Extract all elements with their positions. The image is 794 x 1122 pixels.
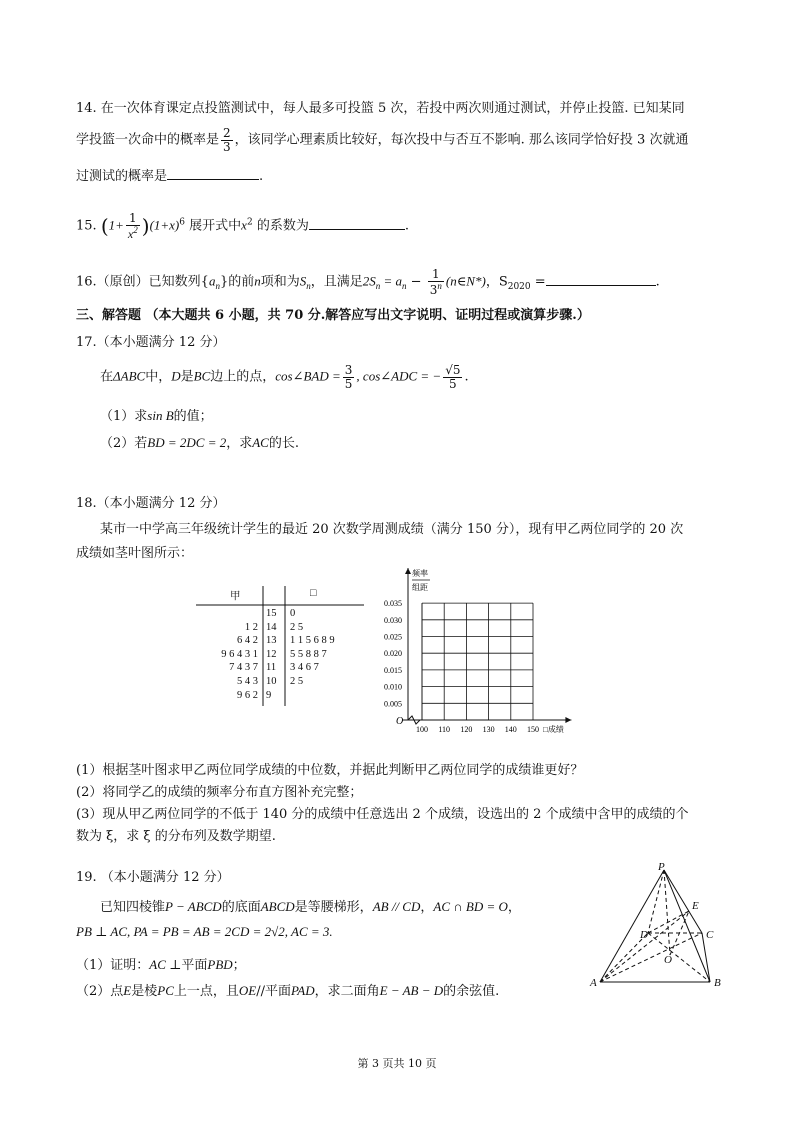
- q19-part1: [76, 954, 246, 973]
- stem-value: 9: [266, 689, 272, 701]
- q14-line3-text: 过测试的概率是: [76, 169, 168, 184]
- q17-frac2: [443, 364, 462, 390]
- q17-p2b: ，求: [226, 436, 253, 451]
- stem-value: 14: [266, 621, 277, 633]
- q15-frac-den: $x^2$: [127, 224, 138, 241]
- q19-header: 19. （本小题满分 12 分）: [76, 870, 230, 885]
- stem-right-leaves: 0: [290, 608, 296, 619]
- q17-tri: ΔABC: [113, 368, 146, 384]
- q16-n: n: [254, 273, 261, 289]
- q14-frac-den: 3: [223, 139, 231, 154]
- q17-f1d: 5: [344, 376, 353, 391]
- q18-intro1: 某市一中学高三年级统计学生的最近 20 次数学周测成绩（满分 150 分），现有甲乙两位同学的 20 次: [100, 522, 684, 537]
- q17-cos1: cos∠BAD =: [275, 368, 341, 384]
- x-tick-label: 130: [482, 725, 495, 734]
- q19-p2m: E: [123, 983, 132, 998]
- stem-left-leaves: 9 6 4 3 1: [221, 648, 258, 660]
- q19-l1e: ，: [507, 900, 521, 915]
- q16-eqsign: =: [530, 274, 546, 290]
- q19-p1m: AC ⊥: [149, 957, 182, 972]
- section-3-heading: 三、解答题 （本大题共 6 小题，共 70 分.解答应写出文字说明、证明过程或演算步骤.）: [76, 308, 590, 323]
- page-footer: 第 3 页共 10 页: [357, 1057, 437, 1070]
- q19-part2: [76, 980, 499, 999]
- stem-right-leaves: 5 5 8 8 7: [290, 648, 327, 660]
- q17-BC: BC: [193, 368, 211, 384]
- q14-line2: [76, 127, 688, 153]
- q14-fraction: [221, 127, 233, 153]
- label-E: E: [692, 900, 699, 912]
- q14-line3: 过测试的概率是 .: [76, 169, 264, 184]
- stem-value: 13: [266, 635, 277, 647]
- q16-Sn: S: [299, 273, 307, 289]
- stem-right-leaves: 3 4 6 7: [290, 662, 319, 674]
- q19-p2d: //平面: [256, 984, 291, 999]
- x-tick-label: 110: [438, 725, 451, 734]
- q19-p2m3: OE: [238, 983, 257, 998]
- q15-fraction: [126, 212, 140, 240]
- y-axis-arrow: [405, 568, 411, 574]
- pyramid-figure: [588, 860, 728, 994]
- q14-answer-blank[interactable]: [167, 178, 259, 180]
- q16-cond: (n∈N*): [445, 273, 486, 289]
- q19-l1m1: P − ABCD: [165, 899, 222, 914]
- q16-eq: 2S: [362, 273, 376, 289]
- q17-header: 17.（本小题满分 12 分）: [76, 335, 226, 350]
- y-label-bottom: 组距: [412, 583, 428, 592]
- x-tick-label: 140: [504, 725, 517, 734]
- q15-frac-num: 1: [126, 212, 140, 226]
- q19-p2m4: PAD: [291, 983, 315, 998]
- q14-line2-a: 学投篮一次命中的概率是: [76, 132, 220, 148]
- stem-left-leaves: 5 4 3: [237, 676, 258, 687]
- stem-head-right: □: [310, 588, 317, 599]
- x-axis-label: □成绩: [543, 725, 564, 734]
- q16-frac-num: 1: [428, 268, 444, 282]
- q17-part1: [100, 405, 213, 424]
- q17-p2: （2）若: [100, 436, 148, 451]
- label-A: A: [590, 977, 597, 989]
- x-tick-label: 120: [460, 725, 473, 734]
- q16-s2020-sub: 2020: [507, 282, 531, 293]
- stem-value: 11: [266, 662, 277, 674]
- q19-p2c: 上一点，且: [173, 984, 239, 999]
- q16-frac-den: 3$^n$: [429, 280, 442, 297]
- q17-statement: [100, 364, 469, 390]
- q17-cos2: , cos∠ADC = −: [356, 368, 442, 384]
- y-tick-label: 0.025: [384, 632, 402, 642]
- q14-line1: 14. 在一次体育课定点投篮测试中，每人最多可投篮 5 次，若投中两次则通过测试，并停止投篮. 已知某同: [76, 101, 685, 116]
- y-tick-label: 0.030: [384, 615, 402, 625]
- q19-l1b: 的底面: [221, 900, 261, 915]
- q17-f1n: 3: [344, 363, 353, 377]
- q15-expr-a: 1+: [108, 217, 124, 233]
- stem-leaf-plot: [196, 586, 364, 706]
- q16-fraction: [428, 268, 444, 296]
- stem-right-leaves: 1 1 5 6 8 9: [290, 635, 335, 647]
- q19-line2: PB ⊥ AC, PA = PB = AB = 2CD = 2√2, AC = 3.: [76, 924, 333, 939]
- q19-p1c: ；: [232, 958, 246, 973]
- q18-header: 18.（本小题满分 12 分）: [76, 496, 226, 511]
- q16-an: a: [208, 273, 216, 289]
- q19-p2e: ，求二面角: [314, 984, 380, 999]
- q17-b: 中，: [145, 369, 172, 385]
- q17-f2n: √5: [445, 363, 461, 377]
- q15-expr-b: (1+x): [149, 217, 180, 233]
- q17-p1m: sin B: [147, 408, 174, 423]
- q14-line2-b: ，该同学心理素质比较好，每次投中与否互不影响. 那么该同学恰好投 3 次就通: [234, 132, 689, 148]
- q17-f2d: 5: [449, 376, 457, 391]
- q16-text-a: 16.（原创）已知数列{: [76, 274, 209, 290]
- q19-p2m5: E − AB − D: [379, 983, 444, 998]
- q17-p1e: 的值；: [173, 409, 213, 424]
- q16-text-d: ，且满足: [310, 274, 363, 290]
- q17-D: D: [171, 368, 181, 384]
- q15-answer-blank[interactable]: [309, 228, 405, 230]
- stem-left-leaves: 7 4 3 7: [229, 662, 258, 674]
- q17-d: 边上的点，: [210, 369, 276, 385]
- y-tick-label: 0.015: [384, 665, 402, 675]
- q15-xsq: x: [241, 217, 247, 233]
- q19-l1d: ，: [420, 900, 434, 915]
- label-P: P: [658, 861, 665, 873]
- q15-number: 15.: [76, 218, 97, 234]
- q16-text-c: 项和为: [260, 274, 300, 290]
- q17-c: 是: [180, 369, 194, 385]
- q18-intro2: 成绩如茎叶图所示：: [76, 546, 194, 561]
- q16-eq3: −: [406, 274, 426, 290]
- origin-label: O: [396, 716, 404, 727]
- q15-text: 展开式中: [189, 218, 242, 234]
- q16-s2020: ，S: [485, 274, 508, 290]
- stem-left-leaves: 6 4 2: [237, 635, 258, 647]
- q17-end: .: [464, 369, 469, 385]
- x-axis-arrow: [565, 717, 571, 723]
- q16-eq2: = a: [380, 273, 403, 289]
- q14-frac-num: 2: [223, 126, 231, 140]
- q19-l1c: 是等腰梯形，: [294, 900, 373, 915]
- q17-p2m2: AC: [252, 435, 269, 450]
- stem-left-leaves: 1 2: [244, 621, 258, 633]
- q19-p1b: 平面: [181, 958, 208, 973]
- x-tick-label: 150: [527, 725, 539, 734]
- q17-part2: [100, 432, 299, 451]
- stem-right-leaves: 2 5: [290, 621, 304, 633]
- stem-left-leaves: 9 6 2: [237, 689, 258, 701]
- q16-answer-blank[interactable]: [546, 284, 656, 286]
- q17-frac1: [343, 364, 355, 390]
- x-tick-label: 100: [416, 725, 428, 734]
- q19-p1m2: PBD: [207, 957, 233, 972]
- label-C: C: [706, 929, 714, 941]
- q16-text-b: }的前: [219, 274, 255, 290]
- q18-part1: (1）根据茎叶图求甲乙两位同学成绩的中位数，并据此判断甲乙两位同学的成绩谁更好？: [76, 763, 584, 778]
- y-tick-label: 0.005: [384, 699, 402, 709]
- q18-part2: (2）将同学乙的成绩的频率分布直方图补充完整；: [76, 785, 363, 800]
- stem-right-leaves: 2 5: [290, 676, 304, 687]
- y-label-top: 频率: [412, 569, 428, 578]
- stem-value: 15: [266, 608, 277, 619]
- q19-p2m2: PC: [157, 983, 174, 998]
- label-B: B: [714, 977, 721, 989]
- label-D: D: [640, 929, 648, 941]
- stem-head-left: 甲: [230, 591, 241, 602]
- frequency-histogram: [370, 562, 610, 738]
- q19-l1m2: ABCD: [260, 899, 295, 914]
- q15-exp: 6: [179, 217, 185, 228]
- q16-line: 16.（原创）已知数列$\{a_n\}$的前n项和为$S_n$，且满足$2S_n = a_n$ − $\frac{1}{3^n}$ (n∈N*)，$S_{2020}$ = .: [76, 267, 660, 297]
- q19-l1m3: AB // CD: [372, 899, 421, 914]
- q19-l1a: 已知四棱锥: [100, 900, 166, 915]
- q17-p1: （1）求: [100, 409, 148, 424]
- q19-line1: [100, 896, 521, 915]
- y-tick-label: 0.010: [384, 682, 402, 692]
- q17-p2e: 的长.: [268, 436, 299, 451]
- q19-p2a: （2）点: [76, 984, 124, 999]
- q18-part3b: 数为 ξ，求 ξ 的分布列及数学期望.: [76, 829, 276, 844]
- y-tick-label: 0.035: [384, 599, 402, 609]
- q19-p2b: 是棱: [131, 984, 158, 999]
- q19-p1a: （1）证明：: [76, 958, 150, 973]
- q17-p2m: BD = 2DC = 2: [147, 435, 227, 450]
- stem-leaf-lines: [196, 586, 364, 706]
- q17-a: 在: [100, 369, 114, 385]
- q19-l1m4: AC ∩ BD = O: [433, 899, 508, 914]
- q15-line: 15. (1+ $\frac{1}{x^2}$ )$(1+x)^6$ 展开式中$x^2$ 的系数为 .: [76, 211, 409, 241]
- y-tick-label: 0.020: [384, 649, 402, 659]
- q18-part3a: (3）现从甲乙两位同学的不低于 140 分的成绩中任意选出 2 个成绩，设选出的 2 个成绩中含甲的成绩的个: [76, 807, 689, 822]
- stem-value: 10: [266, 676, 277, 687]
- label-O: O: [664, 954, 672, 966]
- q19-p2f: 的余弦值.: [443, 984, 500, 999]
- q15-text2: 的系数为: [256, 218, 309, 234]
- stem-value: 12: [266, 648, 277, 660]
